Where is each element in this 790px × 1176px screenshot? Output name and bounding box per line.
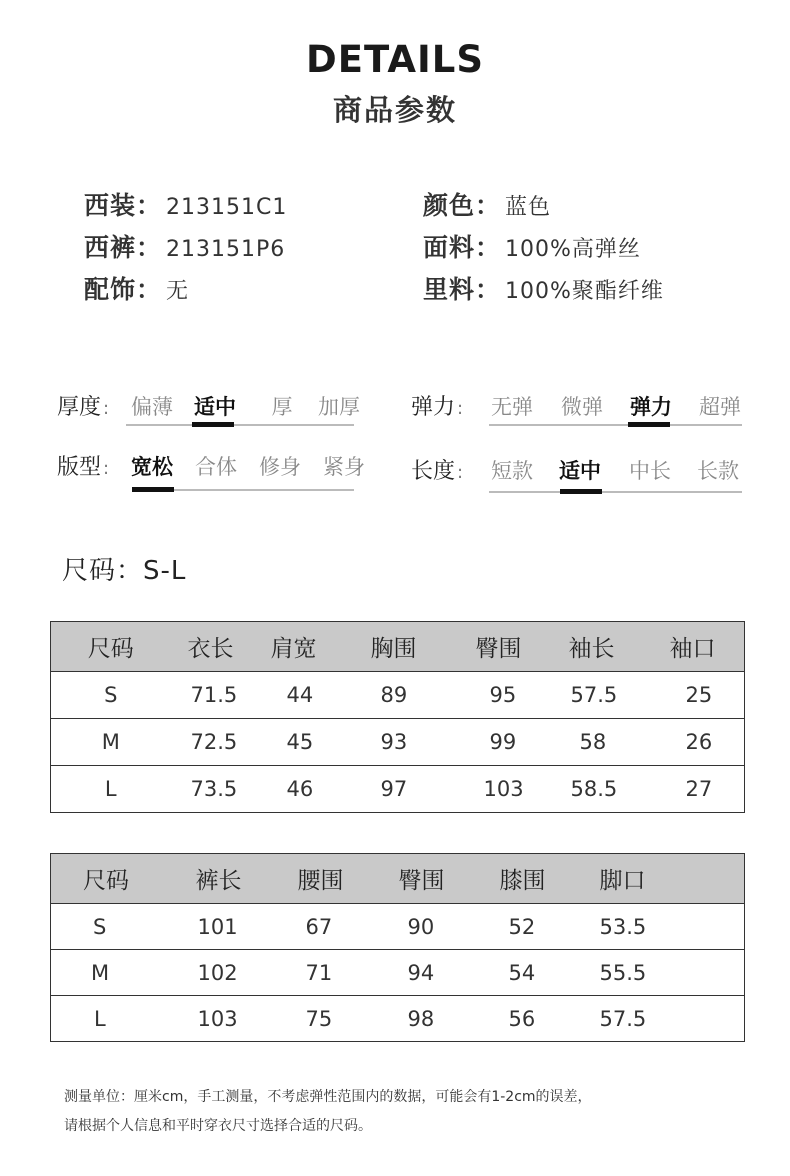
table-cell: M	[51, 950, 179, 996]
table-cell: 72.5	[171, 719, 255, 766]
table-header-row	[51, 854, 745, 904]
attr-label-text: 版型	[57, 455, 102, 480]
table-row	[51, 950, 745, 996]
table-cell: 26	[654, 719, 745, 766]
table-cell: 98	[379, 996, 480, 1042]
table-cell: 94	[379, 950, 480, 996]
length-label	[411, 454, 463, 485]
table-cell: 46	[255, 766, 354, 813]
thickness-option-thin: 偏薄	[131, 395, 173, 419]
fit-option-slim: 修身	[259, 455, 301, 479]
spec-key: 里料：	[423, 275, 502, 304]
length-option-medium: 适中	[559, 459, 601, 483]
thickness-option-extra-thick: 加厚	[318, 395, 360, 419]
spec-value: 213151C1	[166, 195, 288, 220]
table-cell: 71.5	[171, 672, 255, 719]
pants-size-table	[50, 853, 745, 1042]
table-header-cell: 臀围	[379, 854, 480, 904]
table-header-cell: 尺码	[51, 854, 179, 904]
elasticity-option-slight: 微弹	[561, 395, 603, 419]
attr-colon: :	[103, 398, 110, 419]
fit-option-tight: 紧身	[323, 455, 365, 479]
jacket-size-table	[50, 621, 745, 813]
table-cell: 99	[458, 719, 553, 766]
spec-suit	[84, 186, 287, 222]
attr-label-text: 弹力	[411, 395, 456, 420]
measurement-note-line1: 测量单位：厘米cm，手工测量，不考虑弹性范围内的数据，可能会有1-2cm的误差，	[64, 1089, 592, 1105]
spec-value: 100%高弹丝	[505, 237, 641, 262]
fit-option-regular: 合体	[195, 455, 237, 479]
spec-key: 西装：	[84, 191, 163, 220]
spec-key: 颜色：	[423, 191, 502, 220]
table-cell: 55.5	[580, 950, 745, 996]
thickness-marker	[192, 422, 234, 427]
table-cell: 71	[279, 950, 379, 996]
length-option-long: 长款	[697, 459, 739, 483]
table-cell: 57.5	[553, 672, 654, 719]
spec-value: 无	[166, 279, 190, 304]
elasticity-track	[489, 424, 742, 426]
size-range: 尺码：S-L	[62, 556, 187, 586]
elasticity-option-super: 超弹	[699, 395, 741, 419]
length-option-mid-long: 中长	[629, 459, 671, 483]
table-cell: 52	[480, 904, 580, 950]
elasticity-option-stretch: 弹力	[630, 395, 672, 419]
spec-key: 配饰：	[84, 275, 163, 304]
table-header-cell: 衣长	[171, 622, 255, 672]
attr-label-text: 长度	[411, 459, 456, 484]
table-header-cell: 脚口	[580, 854, 745, 904]
spec-value: 蓝色	[505, 195, 552, 220]
table-cell: 101	[179, 904, 279, 950]
thickness-option-medium: 适中	[194, 395, 236, 419]
table-cell: L	[51, 766, 171, 813]
spec-lining	[423, 270, 664, 306]
table-cell: 58	[553, 719, 654, 766]
table-cell: 58.5	[553, 766, 654, 813]
table-cell: 44	[255, 672, 354, 719]
elasticity-marker	[628, 422, 670, 427]
table-cell: 73.5	[171, 766, 255, 813]
length-track	[489, 491, 742, 493]
table-header-cell: 膝围	[480, 854, 580, 904]
length-marker	[560, 489, 602, 494]
length-option-short: 短款	[491, 459, 533, 483]
thickness-option-thick: 厚	[271, 395, 293, 419]
table-cell: 75	[279, 996, 379, 1042]
table-cell: 57.5	[580, 996, 745, 1042]
table-cell: 97	[354, 766, 458, 813]
table-cell: 67	[279, 904, 379, 950]
attr-colon: :	[457, 462, 464, 483]
attr-label-text: 厚度	[57, 395, 102, 420]
table-header-cell: 裤长	[179, 854, 279, 904]
elasticity-option-none: 无弹	[491, 395, 533, 419]
table-row	[51, 996, 745, 1042]
spec-key: 西裤：	[84, 233, 163, 262]
thickness-track	[126, 424, 354, 426]
table-header-cell: 袖长	[553, 622, 654, 672]
table-cell: 102	[179, 950, 279, 996]
thickness-label	[57, 390, 109, 421]
table-row	[51, 766, 745, 813]
table-cell: 45	[255, 719, 354, 766]
spec-color	[423, 186, 551, 222]
table-cell: S	[51, 672, 171, 719]
page-subtitle: 商品参数	[332, 93, 457, 127]
table-cell: 103	[179, 996, 279, 1042]
table-cell: M	[51, 719, 171, 766]
table-cell: 89	[354, 672, 458, 719]
table-cell: S	[51, 904, 179, 950]
table-header-cell: 尺码	[51, 622, 171, 672]
table-row	[51, 672, 745, 719]
spec-key: 面料：	[423, 233, 502, 262]
table-cell: 93	[354, 719, 458, 766]
measurement-note-line2: 请根据个人信息和平时穿衣尺寸选择合适的尺码。	[64, 1118, 372, 1134]
elasticity-label	[411, 390, 463, 421]
table-cell: 53.5	[580, 904, 745, 950]
table-header-cell: 袖口	[654, 622, 745, 672]
spec-value: 213151P6	[166, 237, 286, 262]
fit-marker	[132, 487, 174, 492]
table-header-cell: 臀围	[458, 622, 553, 672]
table-cell: 25	[654, 672, 745, 719]
table-cell: 95	[458, 672, 553, 719]
table-header-row	[51, 622, 745, 672]
spec-value: 100%聚酯纤维	[505, 279, 664, 304]
fit-option-loose: 宽松	[131, 455, 173, 479]
table-row	[51, 719, 745, 766]
attr-colon: :	[457, 398, 464, 419]
fit-label	[57, 450, 109, 481]
table-header-cell: 肩宽	[255, 622, 354, 672]
table-cell: 103	[458, 766, 553, 813]
table-cell: 27	[654, 766, 745, 813]
spec-fabric	[423, 228, 641, 264]
table-header-cell: 胸围	[354, 622, 458, 672]
table-cell: 54	[480, 950, 580, 996]
table-row	[51, 904, 745, 950]
page-title: DETAILS	[306, 38, 484, 81]
table-cell: 90	[379, 904, 480, 950]
spec-trousers	[84, 228, 285, 264]
table-cell: 56	[480, 996, 580, 1042]
attr-colon: :	[103, 458, 110, 479]
table-header-cell: 腰围	[279, 854, 379, 904]
table-cell: L	[51, 996, 179, 1042]
spec-accessories	[84, 270, 189, 306]
